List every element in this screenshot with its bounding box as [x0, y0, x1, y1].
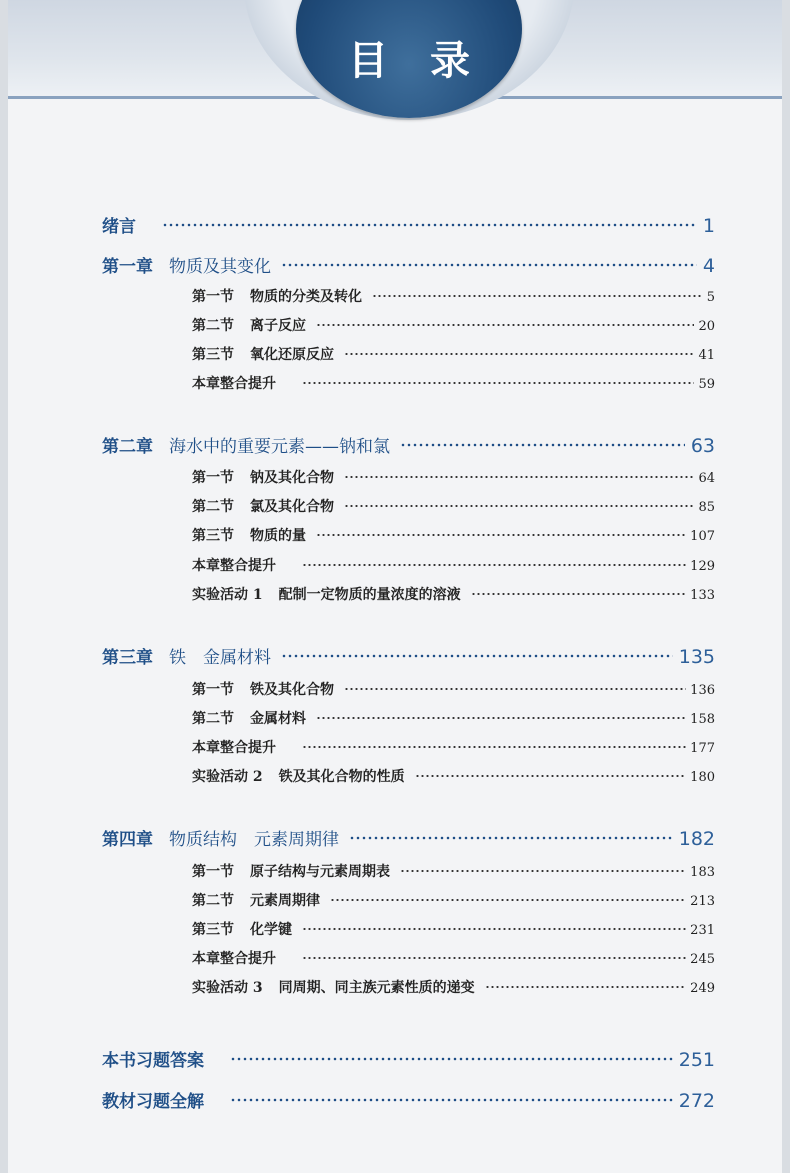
- toc-page-number: 1: [702, 215, 715, 237]
- toc-chapter-row: [102, 825, 715, 850]
- toc-leader-dots: [281, 654, 673, 658]
- toc-entry-title: 同周期、同主族元素性质的递变: [278, 980, 475, 996]
- toc-section-row: [192, 584, 715, 604]
- toc-page-number: 5: [706, 290, 715, 305]
- toc-entry-title: 元素周期律: [250, 893, 320, 909]
- toc-leader-dots: [415, 774, 687, 778]
- page-title: 目录: [348, 38, 512, 84]
- toc-entry-label: 第三节: [192, 347, 234, 363]
- toc-section-row: [192, 344, 715, 364]
- toc-entry-label: 第一节: [192, 864, 234, 880]
- toc-leader-dots: [471, 592, 687, 596]
- toc-section-row: [192, 315, 715, 335]
- toc-page-number: 231: [690, 923, 715, 938]
- toc-section-row: [192, 555, 715, 575]
- toc-section-row: [192, 373, 715, 393]
- toc-page-number: 213: [690, 894, 715, 909]
- toc-entry-label: 第三章: [102, 648, 153, 668]
- toc-entry-label: 第二章: [102, 437, 153, 457]
- toc-page-number: 251: [678, 1049, 715, 1071]
- toc-page-number: 63: [690, 435, 715, 457]
- toc-entry-title: 铁及其化合物: [250, 682, 334, 698]
- toc-entry-label: 本书习题答案: [102, 1051, 204, 1071]
- toc-section-row: [192, 737, 715, 757]
- toc-page-number: 20: [698, 319, 715, 334]
- document-page: [8, 0, 782, 1173]
- toc-entry-title: 物质的量: [250, 528, 306, 544]
- toc-leader-dots: [330, 898, 686, 902]
- toc-leader-dots: [344, 504, 694, 508]
- toc-entry-label: 本章整合提升: [192, 376, 276, 392]
- toc-entry-label: 第一章: [102, 257, 153, 277]
- toc-entry-label: 本章整合提升: [192, 558, 276, 574]
- toc-entry-title: 化学键: [250, 922, 292, 938]
- toc-entry-title: 物质结构 元素周期律: [169, 830, 339, 850]
- toc-entry-label: 实验活动 2: [192, 769, 263, 785]
- toc-leader-dots: [281, 263, 697, 267]
- toc-section-row: [192, 286, 715, 306]
- toc-page-number: 64: [698, 471, 715, 486]
- toc-entry-title: 配制一定物质的量浓度的溶液: [278, 587, 461, 603]
- toc-leader-dots: [162, 223, 697, 227]
- toc-leader-dots: [302, 745, 686, 749]
- toc-page-number: 272: [678, 1090, 715, 1112]
- toc-chapter-row: [102, 643, 715, 668]
- toc-chapter-row: [102, 212, 715, 237]
- toc-entry-label: 第四章: [102, 830, 153, 850]
- toc-leader-dots: [485, 985, 687, 989]
- toc-chapter-row: [102, 1046, 715, 1071]
- toc-leader-dots: [302, 563, 686, 567]
- toc-leader-dots: [316, 533, 686, 537]
- toc-leader-dots: [230, 1098, 673, 1102]
- toc-page-number: 249: [690, 981, 715, 996]
- toc-entry-title: 物质及其变化: [169, 257, 271, 277]
- toc-leader-dots: [316, 716, 686, 720]
- toc-entry-title: 铁及其化合物的性质: [278, 769, 405, 785]
- toc-leader-dots: [344, 687, 686, 691]
- toc-section-row: [192, 467, 715, 487]
- toc-entry-title: 钠及其化合物: [250, 470, 334, 486]
- toc-leader-dots: [316, 323, 694, 327]
- toc-page-number: 85: [698, 500, 715, 515]
- toc-page-number: 182: [678, 828, 715, 850]
- toc-entry-label: 第一节: [192, 289, 234, 305]
- toc-entry-label: 实验活动 3: [192, 980, 263, 996]
- toc-page-number: 133: [690, 588, 715, 603]
- toc-entry-label: 第一节: [192, 470, 234, 486]
- toc-entry-label: 绪言: [102, 217, 136, 237]
- toc-page-number: 41: [698, 348, 715, 363]
- toc-section-row: [192, 948, 715, 968]
- toc-entry-title: 物质的分类及转化: [250, 289, 362, 305]
- toc-entry-label: 第二节: [192, 318, 234, 334]
- toc-entry-label: 本章整合提升: [192, 951, 276, 967]
- toc-section-row: [192, 890, 715, 910]
- toc-leader-dots: [400, 443, 685, 447]
- toc-entry-label: 教材习题全解: [102, 1092, 204, 1112]
- toc-leader-dots: [302, 956, 686, 960]
- toc-entry-label: 本章整合提升: [192, 740, 276, 756]
- toc-page-number: 135: [678, 646, 715, 668]
- toc-entry-title: 氧化还原反应: [250, 347, 334, 363]
- toc-leader-dots: [344, 352, 694, 356]
- toc-page-number: 158: [690, 712, 715, 727]
- toc-section-row: [192, 766, 715, 786]
- toc-page-number: 177: [690, 741, 715, 756]
- toc-entry-label: 第二节: [192, 893, 234, 909]
- toc-chapter-row: [102, 252, 715, 277]
- toc-page-number: 4: [702, 255, 715, 277]
- toc-entry-title: 海水中的重要元素——钠和氯: [169, 437, 390, 457]
- toc-chapter-row: [102, 1087, 715, 1112]
- toc-page-number: 245: [690, 952, 715, 967]
- toc-entry-label: 第二节: [192, 499, 234, 515]
- toc-section-row: [192, 919, 715, 939]
- toc-section-row: [192, 977, 715, 997]
- toc-page-number: 107: [690, 529, 715, 544]
- toc-entry-label: 第三节: [192, 922, 234, 938]
- toc-entry-label: 第一节: [192, 682, 234, 698]
- toc-section-row: [192, 708, 715, 728]
- toc-entry-title: 金属材料: [250, 711, 306, 727]
- toc-entry-title: 氯及其化合物: [250, 499, 334, 515]
- toc-leader-dots: [349, 836, 673, 840]
- toc-chapter-row: [102, 432, 715, 457]
- toc-section-row: [192, 496, 715, 516]
- toc-entry-title: 原子结构与元素周期表: [250, 864, 390, 880]
- toc-page-number: 183: [690, 865, 715, 880]
- toc-page-number: 59: [698, 377, 715, 392]
- toc-leader-dots: [302, 381, 694, 385]
- toc-leader-dots: [302, 927, 686, 931]
- toc-entry-label: 第二节: [192, 711, 234, 727]
- toc-leader-dots: [400, 869, 686, 873]
- toc-page-number: 180: [690, 770, 715, 785]
- toc-leader-dots: [344, 475, 694, 479]
- toc-section-row: [192, 679, 715, 699]
- toc-entry-label: 第三节: [192, 528, 234, 544]
- toc-page-number: 129: [690, 559, 715, 574]
- toc-entry-label: 实验活动 1: [192, 587, 263, 603]
- toc-entry-title: 铁 金属材料: [169, 648, 271, 668]
- toc-section-row: [192, 525, 715, 545]
- toc-entry-title: 离子反应: [250, 318, 306, 334]
- toc-page-number: 136: [690, 683, 715, 698]
- toc-leader-dots: [372, 294, 703, 298]
- toc-section-row: [192, 861, 715, 881]
- toc-leader-dots: [230, 1057, 673, 1061]
